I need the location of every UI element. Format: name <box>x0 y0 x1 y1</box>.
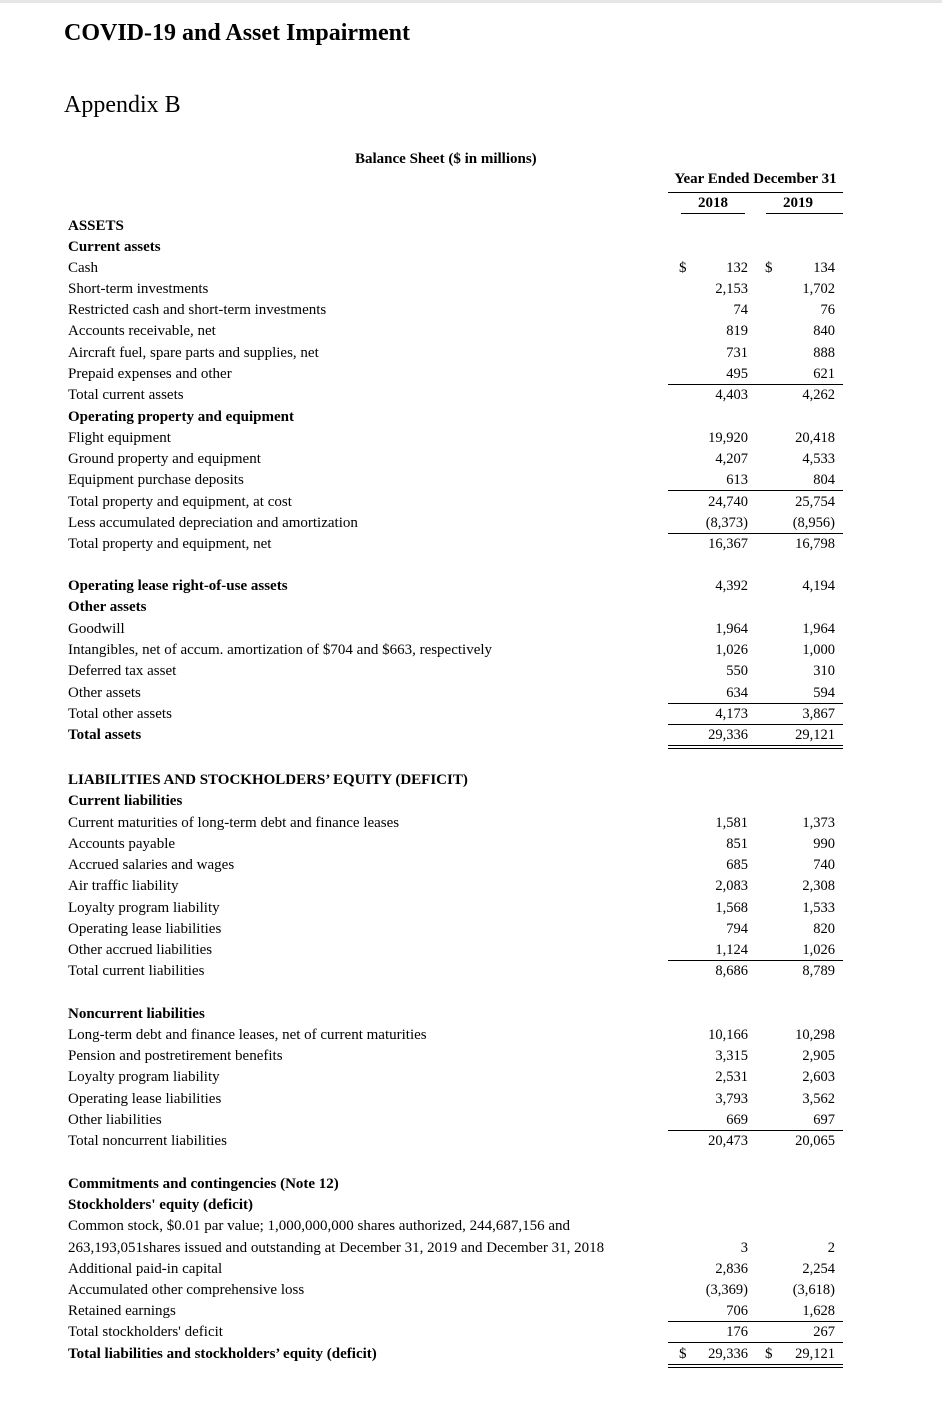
currency-symbol-2018: $ <box>679 260 687 276</box>
table-row <box>0 1238 942 1259</box>
row-label: Aircraft fuel, spare parts and supplies, net <box>68 345 319 361</box>
table-row <box>0 513 942 534</box>
value-2018: 2,083 <box>715 878 748 894</box>
value-2019: 29,121 <box>795 727 835 743</box>
table-row <box>0 470 942 491</box>
row-label: ASSETS <box>68 218 124 234</box>
value-2018: 706 <box>726 1303 748 1319</box>
row-label: Retained earnings <box>68 1303 176 1319</box>
row-label: Other assets <box>68 599 147 615</box>
table-row <box>0 237 942 258</box>
table-row <box>0 343 942 364</box>
table-row <box>0 1195 942 1216</box>
row-label: Air traffic liability <box>68 878 179 894</box>
value-2018: 2,153 <box>715 281 748 297</box>
table-row <box>0 1131 942 1152</box>
value-2019: 1,373 <box>802 815 835 831</box>
value-2019: 621 <box>813 366 835 382</box>
row-label: Intangibles, net of accum. amortization of $704 and $663, respectively <box>68 642 493 658</box>
value-2019: 25,754 <box>795 494 835 510</box>
value-2019: 804 <box>813 472 835 488</box>
period-heading: Year Ended December 31 <box>674 171 837 187</box>
table-row <box>0 1110 942 1131</box>
table-row <box>0 364 942 385</box>
row-label: Commitments and contingencies (Note 12) <box>68 1176 339 1192</box>
value-2019: 2,254 <box>802 1261 835 1277</box>
currency-symbol-2018: $ <box>679 1346 687 1362</box>
total-rule-2018 <box>668 1364 755 1365</box>
total-rule-2019 <box>755 745 843 746</box>
table-row <box>0 597 942 618</box>
value-2018: 29,336 <box>708 727 748 743</box>
value-2019: 1,628 <box>802 1303 835 1319</box>
table-row <box>0 813 942 834</box>
row-label: Total liabilities and stockholders’ equity (deficit) <box>68 1346 377 1362</box>
table-row <box>0 855 942 876</box>
value-2019: 740 <box>813 857 835 873</box>
value-2019: 1,026 <box>802 942 835 958</box>
total-rule-2019 <box>755 1364 843 1365</box>
value-2019: 4,533 <box>802 451 835 467</box>
value-2019: 20,065 <box>795 1133 835 1149</box>
row-label: Total current assets <box>68 387 184 403</box>
value-2018: 1,026 <box>715 642 748 658</box>
row-label: 263,193,051shares issued and outstanding at December 31, 2019 and December 31, 2018 <box>68 1240 605 1256</box>
row-label: Total stockholders' deficit <box>68 1324 223 1340</box>
value-2018: 29,336 <box>708 1346 748 1362</box>
value-2019: 4,194 <box>802 578 835 594</box>
value-2018: 4,207 <box>715 451 748 467</box>
value-2018: 3,793 <box>715 1091 748 1107</box>
table-row <box>0 1089 942 1110</box>
value-2019: 310 <box>813 663 835 679</box>
row-label: Ground property and equipment <box>68 451 261 467</box>
row-label: Accumulated other comprehensive loss <box>68 1282 305 1298</box>
value-2019: 990 <box>813 836 835 852</box>
year-2018-rule <box>681 213 745 214</box>
table-row <box>0 279 942 300</box>
value-2018: 2,836 <box>715 1261 748 1277</box>
value-2018: 669 <box>726 1112 748 1128</box>
year-2019-rule <box>766 213 843 214</box>
row-label: Accounts receivable, net <box>68 323 216 339</box>
row-label: Stockholders' equity (deficit) <box>68 1197 253 1213</box>
table-row <box>0 385 942 406</box>
value-2019: 267 <box>813 1324 835 1340</box>
value-2018: 1,568 <box>715 900 748 916</box>
row-label: Additional paid-in capital <box>68 1261 223 1277</box>
table-row <box>0 1174 942 1195</box>
value-2019: 8,789 <box>802 963 835 979</box>
value-2018: 685 <box>726 857 748 873</box>
value-2019: 1,702 <box>802 281 835 297</box>
row-label: Total noncurrent liabilities <box>68 1133 227 1149</box>
table-row <box>0 704 942 725</box>
value-2018: 634 <box>726 685 748 701</box>
appendix-heading: Appendix B <box>64 92 181 118</box>
table-row <box>0 407 942 428</box>
value-2019: 4,262 <box>802 387 835 403</box>
row-label: Operating lease right-of-use assets <box>68 578 288 594</box>
row-label: Loyalty program liability <box>68 1069 220 1085</box>
value-2018: 3,315 <box>715 1048 748 1064</box>
value-2019: 840 <box>813 323 835 339</box>
table-row <box>0 1280 942 1301</box>
value-2019: (8,956) <box>792 515 835 531</box>
value-2019: 888 <box>813 345 835 361</box>
table-row <box>0 258 942 279</box>
document-title: COVID-19 and Asset Impairment <box>64 20 411 46</box>
table-row <box>0 576 942 597</box>
subtotal-rule-2019 <box>755 1342 843 1343</box>
value-2018: 794 <box>726 921 748 937</box>
value-2019: 1,964 <box>802 621 835 637</box>
value-2018: 495 <box>726 366 748 382</box>
currency-symbol-2019: $ <box>765 1346 773 1362</box>
total-double-rule-2018 <box>668 1367 755 1368</box>
value-2019: 1,000 <box>802 642 835 658</box>
value-2018: 1,964 <box>715 621 748 637</box>
table-row <box>0 770 942 791</box>
value-2018: (8,373) <box>705 515 748 531</box>
table-row <box>0 661 942 682</box>
subtotal-rule-2019 <box>755 490 843 491</box>
row-label: Accrued salaries and wages <box>68 857 235 873</box>
value-2018: 819 <box>726 323 748 339</box>
table-row <box>0 216 942 237</box>
total-double-rule-2018 <box>668 748 755 749</box>
subtotal-rule-2018 <box>668 490 755 491</box>
value-2019: 697 <box>813 1112 835 1128</box>
table-row <box>0 1067 942 1088</box>
value-2018: 20,473 <box>708 1133 748 1149</box>
row-label: Common stock, $0.01 par value; 1,000,000,000 shares authorized, 244,687,156 and <box>68 1218 571 1234</box>
subtotal-rule-2018 <box>668 1342 755 1343</box>
row-label: Noncurrent liabilities <box>68 1006 205 1022</box>
value-2019: 76 <box>820 302 835 318</box>
value-2018: 132 <box>726 260 748 276</box>
row-label: Total property and equipment, net <box>68 536 272 552</box>
value-2019: 2,308 <box>802 878 835 894</box>
row-label: Current liabilities <box>68 793 183 809</box>
table-row <box>0 919 942 940</box>
value-2019: 2,603 <box>802 1069 835 1085</box>
row-label: Other accrued liabilities <box>68 942 213 958</box>
value-2018: 19,920 <box>708 430 748 446</box>
value-2018: 2,531 <box>715 1069 748 1085</box>
table-row <box>0 1046 942 1067</box>
table-row <box>0 961 942 982</box>
value-2018: 1,581 <box>715 815 748 831</box>
row-label: Cash <box>68 260 98 276</box>
row-label: Flight equipment <box>68 430 171 446</box>
table-row <box>0 1301 942 1322</box>
value-2019: 1,533 <box>802 900 835 916</box>
value-2019: 10,298 <box>795 1027 835 1043</box>
row-label: Prepaid expenses and other <box>68 366 232 382</box>
row-label: Restricted cash and short-term investments <box>68 302 327 318</box>
value-2018: 731 <box>726 345 748 361</box>
row-label: LIABILITIES AND STOCKHOLDERS’ EQUITY (DEFICIT) <box>68 772 468 788</box>
total-double-rule-2019 <box>755 748 843 749</box>
value-2019: 3,867 <box>802 706 835 722</box>
row-label: Operating lease liabilities <box>68 1091 222 1107</box>
value-2018: 4,403 <box>715 387 748 403</box>
table-row <box>0 940 942 961</box>
table-row <box>0 834 942 855</box>
table-row <box>0 321 942 342</box>
row-label: Goodwill <box>68 621 125 637</box>
row-label: Other assets <box>68 685 141 701</box>
table-row <box>0 428 942 449</box>
total-rule-2018 <box>668 745 755 746</box>
table-row <box>0 683 942 704</box>
value-2018: 176 <box>726 1324 748 1340</box>
value-2018: 74 <box>733 302 748 318</box>
value-2019: 16,798 <box>795 536 835 552</box>
table-row <box>0 1004 942 1025</box>
row-label: Operating lease liabilities <box>68 921 222 937</box>
table-row <box>0 300 942 321</box>
table-row <box>0 640 942 661</box>
value-2018: 3 <box>740 1240 748 1256</box>
row-label: Pension and postretirement benefits <box>68 1048 283 1064</box>
row-label: Total property and equipment, at cost <box>68 494 292 510</box>
table-row <box>0 492 942 513</box>
value-2019: 134 <box>813 260 835 276</box>
top-divider <box>0 0 942 3</box>
table-row <box>0 449 942 470</box>
value-2019: 3,562 <box>802 1091 835 1107</box>
value-2018: 1,124 <box>715 942 748 958</box>
row-label: Operating property and equipment <box>68 409 294 425</box>
table-row <box>0 1259 942 1280</box>
value-2018: 10,166 <box>708 1027 748 1043</box>
row-label: Other liabilities <box>68 1112 162 1128</box>
value-2018: (3,369) <box>705 1282 748 1298</box>
table-row <box>0 1025 942 1046</box>
value-2018: 550 <box>726 663 748 679</box>
row-label: Equipment purchase deposits <box>68 472 244 488</box>
table-row <box>0 619 942 640</box>
table-row <box>0 1344 942 1365</box>
value-2018: 613 <box>726 472 748 488</box>
value-2018: 851 <box>726 836 748 852</box>
row-label: Current maturities of long-term debt and finance leases <box>68 815 400 831</box>
value-2019: 29,121 <box>795 1346 835 1362</box>
row-label: Total current liabilities <box>68 963 205 979</box>
value-2019: 820 <box>813 921 835 937</box>
row-label: Current assets <box>68 239 161 255</box>
year-2019-header: 2019 <box>783 195 813 211</box>
value-2019: 2,905 <box>802 1048 835 1064</box>
value-2019: 2 <box>827 1240 835 1256</box>
value-2019: 594 <box>813 685 835 701</box>
value-2019: (3,618) <box>792 1282 835 1298</box>
row-label: Deferred tax asset <box>68 663 177 679</box>
period-heading-rule <box>668 192 843 193</box>
row-label: Loyalty program liability <box>68 900 220 916</box>
table-row <box>0 1322 942 1343</box>
value-2018: 4,173 <box>715 706 748 722</box>
row-label: Short-term investments <box>68 281 209 297</box>
table-row <box>0 1216 942 1237</box>
currency-symbol-2019: $ <box>765 260 773 276</box>
value-2018: 8,686 <box>715 963 748 979</box>
table-row <box>0 725 942 746</box>
table-row <box>0 898 942 919</box>
table-row <box>0 534 942 555</box>
table-row <box>0 876 942 897</box>
value-2018: 4,392 <box>715 578 748 594</box>
row-label: Less accumulated depreciation and amortization <box>68 515 358 531</box>
year-2018-header: 2018 <box>698 195 728 211</box>
row-label: Total assets <box>68 727 142 743</box>
row-label: Accounts payable <box>68 836 176 852</box>
row-label: Total other assets <box>68 706 172 722</box>
value-2018: 16,367 <box>708 536 748 552</box>
statement-title: Balance Sheet ($ in millions) <box>355 151 537 167</box>
value-2019: 20,418 <box>795 430 835 446</box>
value-2018: 24,740 <box>708 494 748 510</box>
row-label: Long-term debt and finance leases, net of current maturities <box>68 1027 427 1043</box>
total-double-rule-2019 <box>755 1367 843 1368</box>
table-row <box>0 791 942 812</box>
